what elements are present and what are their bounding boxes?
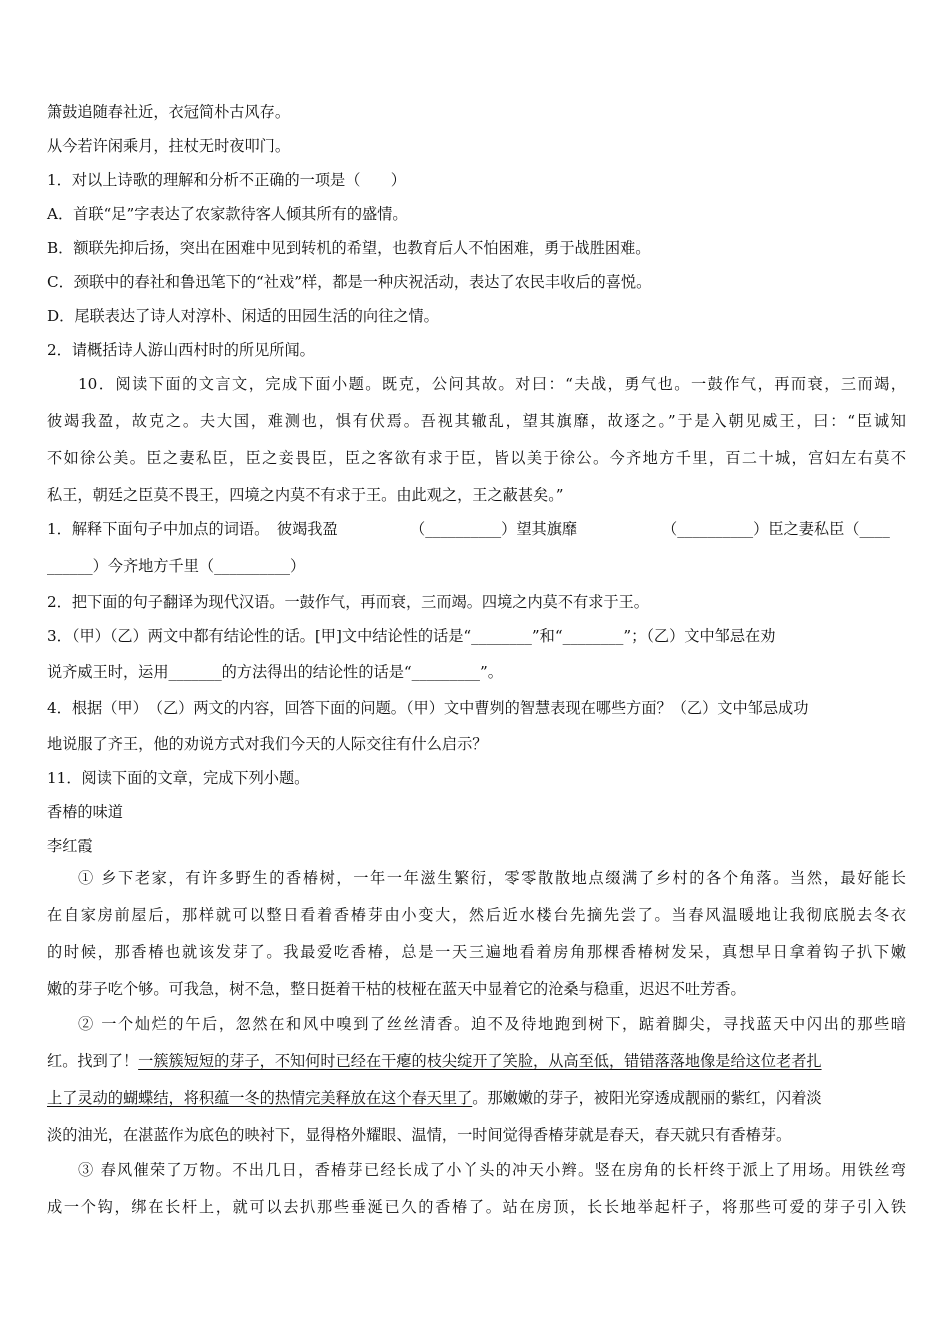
para2-line-1: ② 一个灿烂的午后，忽然在和风中嗅到了丝丝清香。迫不及待地跑到树下，踮着脚尖，寻找蓝天中闪出的那些暗 [78, 1015, 906, 1033]
q10-passage-line-4: 私王，朝廷之臣莫不畏王，四境之内莫不有求于王。由此观之，王之蔽甚矣。” [47, 486, 564, 504]
para2-line-2 [47, 1051, 906, 1071]
para1-line-1: ① 乡下老家，有许多野生的香椿树，一年一年滋生繁衍，零零散散地点缀满了乡村的各个角落。当然，最好能长 [78, 869, 906, 887]
q9-option-a: A．首联“足”字表达了农家款待客人倾其所有的盛情。 [47, 205, 408, 223]
q9-question-1: 1．对以上诗歌的理解和分析不正确的一项是（ ） [47, 171, 406, 189]
para2-line-2-lead: 红。找到了！ [47, 1052, 139, 1070]
q10-question-1-part-b: （__________）望其旗靡 [410, 520, 578, 538]
q10-passage-line-3: 不如徐公美。臣之妻私臣，臣之妾畏臣，臣之客欲有求于臣，皆以美于徐公。今齐地方千里，百二十城，宫妇左右莫不 [47, 449, 906, 467]
q9-option-d: D．尾联表达了诗人对淳朴、闲适的田园生活的向往之情。 [47, 307, 439, 325]
para1-line-3: 的时候，那香椿也就该发芽了。我最爱吃香椿，总是一天三遍地看着房角那棵香椿树发呆，真想早日拿着钩子扒下嫩 [47, 943, 906, 961]
q10-passage-line-1: 10．阅读下面的文言文，完成下面小题。既克，公问其故。对曰：“夫战，勇气也。一鼓作气，再而衰，三而竭， [78, 375, 906, 393]
article-author: 李红霞 [47, 837, 93, 855]
q9-question-2: 2．请概括诗人游山西村时的所见所闻。 [47, 341, 315, 359]
para2-underlined-sentence-b: 上了灵动的蝴蝶结，将积蕴一冬的热情完美释放在这个春天里了 [47, 1089, 473, 1107]
q11-intro: 11．阅读下面的文章，完成下列小题。 [47, 769, 310, 787]
q10-question-1-part-d: ______）今齐地方千里（__________） [47, 557, 306, 575]
para2-line-3 [47, 1088, 906, 1108]
q10-question-2: 2．把下面的句子翻译为现代汉语。一鼓作气，再而衰，三而竭。四境之内莫不有求于王。 [47, 593, 649, 611]
para3-line-1: ③ 春风催荣了万物。不出几日，香椿芽已经长成了小丫头的冲天小辫。竖在房角的长杆终于派上了用场。用铁丝弯 [78, 1161, 906, 1179]
para2-line-3-tail: 。那嫩嫩的芽子，被阳光穿透成靓丽的紫红，闪着淡 [472, 1089, 822, 1107]
q10-passage-line-2: 彼竭我盈，故克之。夫大国，难测也，惧有伏焉。吾视其辙乱，望其旗靡，故逐之。”于是入朝见威王，曰：“臣诚知 [47, 412, 906, 430]
para1-line-2: 在自家房前屋后，那样就可以整日看着香椿芽由小变大，然后近水楼台先摘先尝了。当春风温暖地让我彻底脱去冬衣 [47, 906, 906, 924]
q10-question-1-part-a: 1．解释下面句子中加点的词语。 彼竭我盈 [47, 520, 338, 538]
para1-line-4: 嫩的芽子吃个够。可我急，树不急，整日挺着干枯的枝桠在蓝天中显着它的沧桑与稳重，迟迟不吐芳香。 [47, 980, 746, 998]
article-title: 香椿的味道 [47, 803, 123, 821]
para2-underlined-sentence-a: 一簇簇短短的芽子，不知何时已经在干瘪的枝尖绽开了笑脸，从高至低，错错落落地像是给这位老者扎 [138, 1052, 822, 1070]
q10-question-3-line-2: 说齐威王时，运用_______的方法得出的结论性的话是“_________”。 [47, 663, 503, 681]
q9-option-c: C．颈联中的春社和鲁迅笔下的“社戏”样，都是一种庆祝活动，表达了农民丰收后的喜悦。 [47, 273, 652, 291]
para3-line-2: 成一个钩，绑在长杆上，就可以去扒那些垂涎已久的香椿了。站在房顶，长长地举起杆子，将那些可爱的芽子引入铁 [47, 1198, 906, 1216]
poem-line-5: 箫鼓追随春社近，衣冠简朴古风存。 [47, 103, 290, 121]
para2-line-4: 淡的油光，在湛蓝作为底色的映衬下，显得格外耀眼、温情，一时间觉得香椿芽就是春天，春天就只有香椿芽。 [47, 1126, 792, 1144]
q9-option-b: B．额联先抑后扬，突出在困难中见到转机的希望，也教育后人不怕困难，勇于战胜困难。 [47, 239, 651, 257]
q10-question-4-line-1: 4．根据（甲） （乙）两文的内容，回答下面的问题。（甲）文中曹刿的智慧表现在哪些方面？（乙）文中邹忌成功 [47, 699, 809, 717]
q10-question-3-line-1: 3．（甲）（乙）两文中都有结论性的话。[甲]文中结论性的话是“________”和“________”；（乙）文中邹忌在劝 [47, 627, 776, 645]
poem-line-6: 从今若许闲乘月，拄杖无时夜叩门。 [47, 137, 290, 155]
q10-question-1-part-c: （__________）臣之妻私臣（____ [662, 520, 890, 538]
q10-question-4-line-2: 地说服了齐王，他的劝说方式对我们今天的人际交往有什么启示？ [47, 735, 488, 753]
